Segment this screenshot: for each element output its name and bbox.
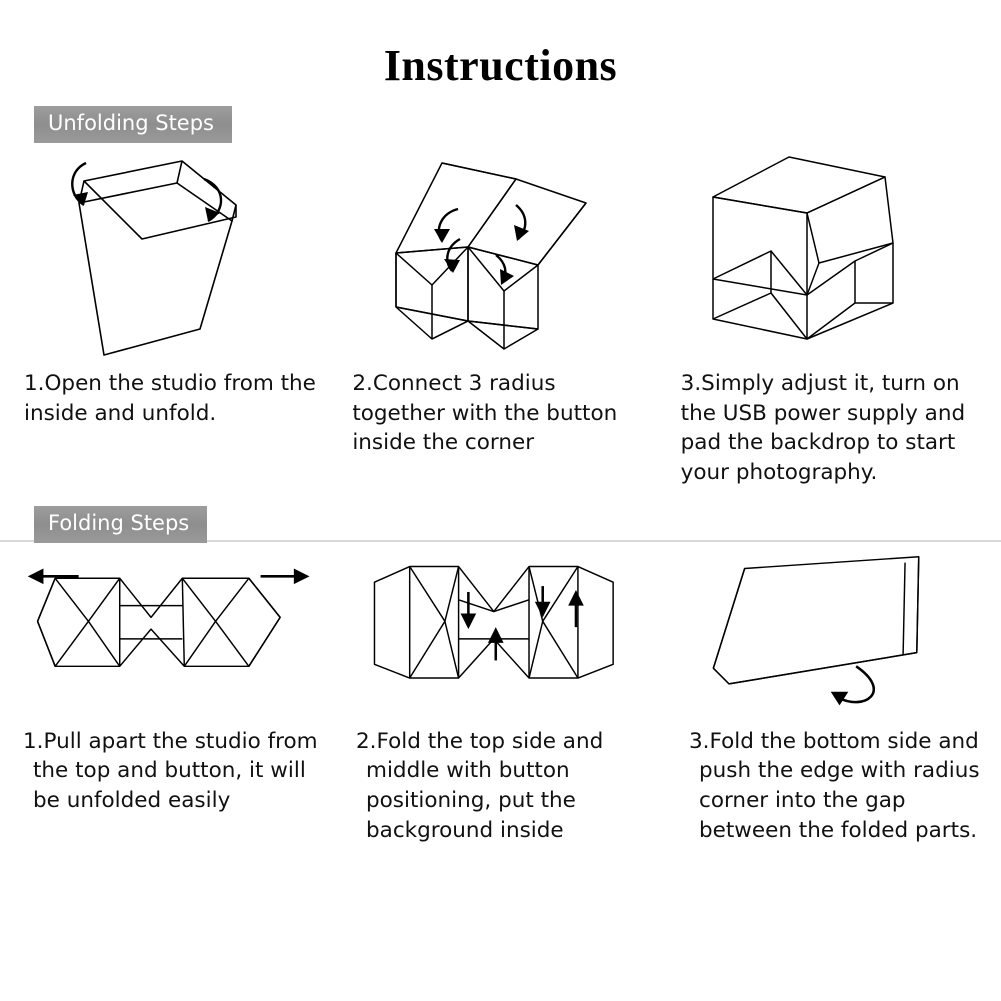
step-folding-1 — [8, 543, 341, 816]
section-folding — [0, 506, 1001, 846]
figure-box-assembled — [675, 143, 983, 369]
step-folding-2 — [341, 543, 674, 846]
section-unfolding — [0, 106, 1001, 488]
step-unfolding-1 — [8, 143, 336, 428]
page-title: Instructions — [383, 41, 618, 90]
step-unfolding-3 — [665, 143, 993, 488]
section-label-wrap-unfolding — [0, 106, 1001, 143]
step-folding-3 — [674, 543, 1001, 846]
step-caption-unfolding-2: 2.Connect 3 radius together with the button inside the corner — [352, 371, 618, 456]
figure-box-fold-bottom — [684, 543, 997, 727]
step-caption-folding-3: 3.Fold the bottom side and push the edge with radius corner into the gap between the folded parts. — [689, 728, 980, 843]
step-caption-folding-2: 2.Fold the top side and middle with button positioning, put the background inside — [356, 728, 604, 843]
step-caption-unfolding-3: 3.Simply adjust it, turn on the USB power supply and pad the backdrop to start your photography. — [680, 371, 966, 486]
figure-box-fold-top-middle — [351, 543, 664, 727]
steps-row-folding — [0, 543, 1001, 846]
step-caption-unfolding-1: 1.Open the studio from the inside and unfold. — [24, 371, 316, 426]
figure-box-connect-radius — [346, 143, 654, 369]
section-label-wrap-folding — [0, 506, 1001, 543]
section-label-unfolding: Unfolding Steps — [34, 106, 232, 143]
step-unfolding-2 — [336, 143, 664, 458]
step-caption-folding-1: 1.Pull apart the studio from the top and button, it will be unfolded easily — [23, 728, 318, 814]
section-label-folding: Folding Steps — [34, 506, 207, 543]
steps-row-unfolding — [0, 143, 1001, 488]
figure-box-pull-apart — [18, 543, 331, 727]
figure-box-opening-flat — [18, 143, 326, 369]
